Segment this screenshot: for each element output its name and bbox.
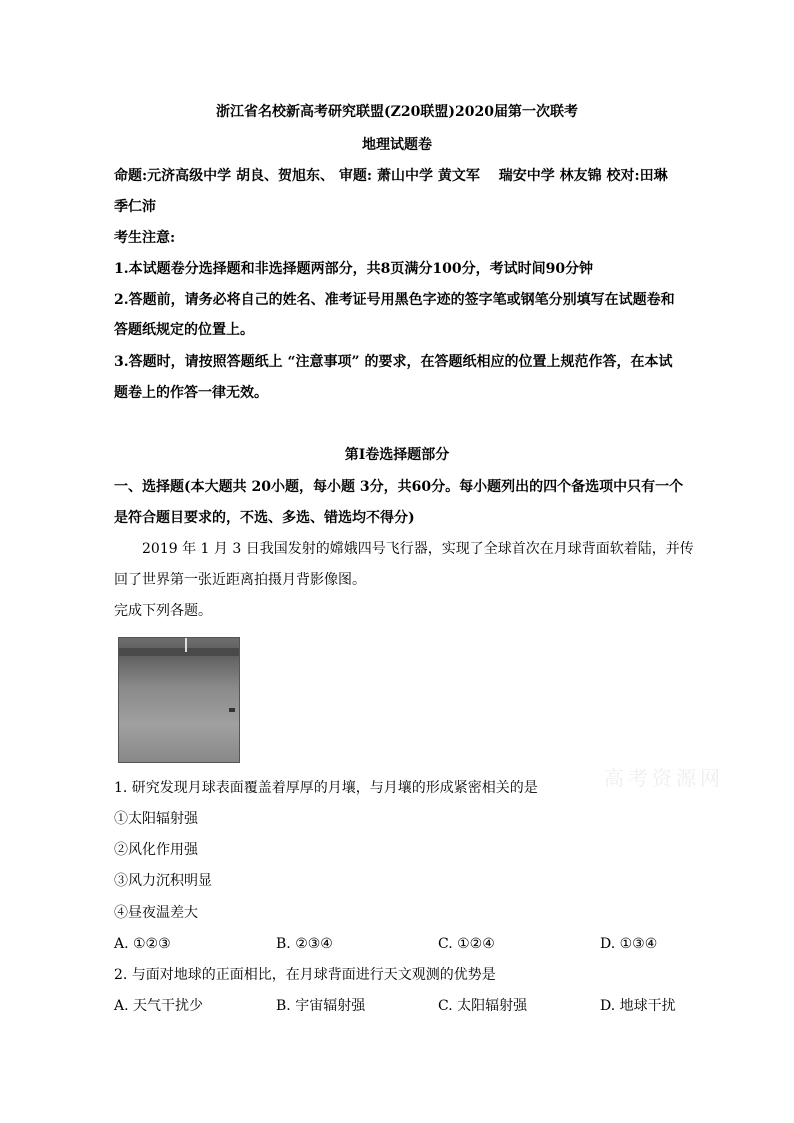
- lunar-far-side-photo: [118, 637, 240, 763]
- section-instructions-line-1: 一、选择题(本大题共 20小题，每小题 3分，共60分。每小题列出的四个备选项中只有一个: [114, 479, 684, 495]
- q1-item-4: ④昼夜温差大: [114, 905, 198, 921]
- q1-option-c: C. ①②④: [438, 936, 495, 952]
- q1-option-a: A. ①②③: [114, 936, 171, 952]
- notice-heading: 考生注意:: [114, 230, 176, 246]
- document-subtitle: 地理试题卷: [362, 137, 432, 153]
- q2-option-c: C. 太阳辐射强: [438, 998, 528, 1014]
- q2-stem: 2. 与面对地球的正面相比，在月球背面进行天文观测的优势是: [114, 967, 496, 983]
- notice-item-2-line-2: 答题纸规定的位置上。: [114, 322, 254, 338]
- q1-item-2: ②风化作用强: [114, 842, 198, 858]
- watermark: 高考资源网: [604, 766, 724, 790]
- q1-item-3: ③风力沉积明显: [114, 873, 212, 889]
- notice-item-2-line-1: 2.答题前，请务必将自己的姓名、准考证号用黑色字迹的签字笔或钢笔分别填写在试题卷和: [114, 292, 675, 308]
- authors-line-1: 命题:元济高级中学 胡良、贺旭东、 审题: 萧山中学 黄文军 瑞安中学 林友锦 校对:田琳: [114, 168, 668, 184]
- notice-item-3-line-1: 3.答题时，请按照答题纸上 “注意事项” 的要求，在答题纸相应的位置上规范作答，在本试: [114, 354, 673, 370]
- q2-option-a: A. 天气干扰少: [114, 998, 204, 1014]
- section-instructions-line-2: 是符合题目要求的，不选、多选、错选均不得分): [114, 510, 415, 526]
- notice-item-1: 1.本试题卷分选择题和非选择题两部分，共8页满分100分，考试时间90分钟: [114, 261, 594, 277]
- q1-stem: 1. 研究发现月球表面覆盖着厚厚的月壤，与月壤的形成紧密相关的是: [114, 780, 538, 796]
- authors-line-2: 季仁沛: [114, 199, 156, 215]
- q2-option-d: D. 地球干扰: [600, 998, 676, 1014]
- notice-item-3-line-2: 题卷上的作答一律无效。: [114, 385, 268, 401]
- passage-line-2: 回了世界第一张近距离拍摄月背影像图。: [114, 572, 366, 588]
- passage-line-1: 2019 年 1 月 3 日我国发射的嫦娥四号飞行器，实现了全球首次在月球背面软着陆，并传: [142, 541, 694, 557]
- q1-option-b: B. ②③④: [276, 936, 333, 952]
- q1-item-1: ①太阳辐射强: [114, 811, 198, 827]
- q1-option-d: D. ①③④: [600, 936, 658, 952]
- instruction-text: 完成下列各题。: [114, 603, 212, 619]
- q2-option-b: B. 宇宙辐射强: [276, 998, 366, 1014]
- document-title: 浙江省名校新高考研究联盟(Z20联盟)2020届第一次联考: [216, 104, 578, 120]
- part-title: 第Ⅰ卷选择题部分: [344, 447, 450, 463]
